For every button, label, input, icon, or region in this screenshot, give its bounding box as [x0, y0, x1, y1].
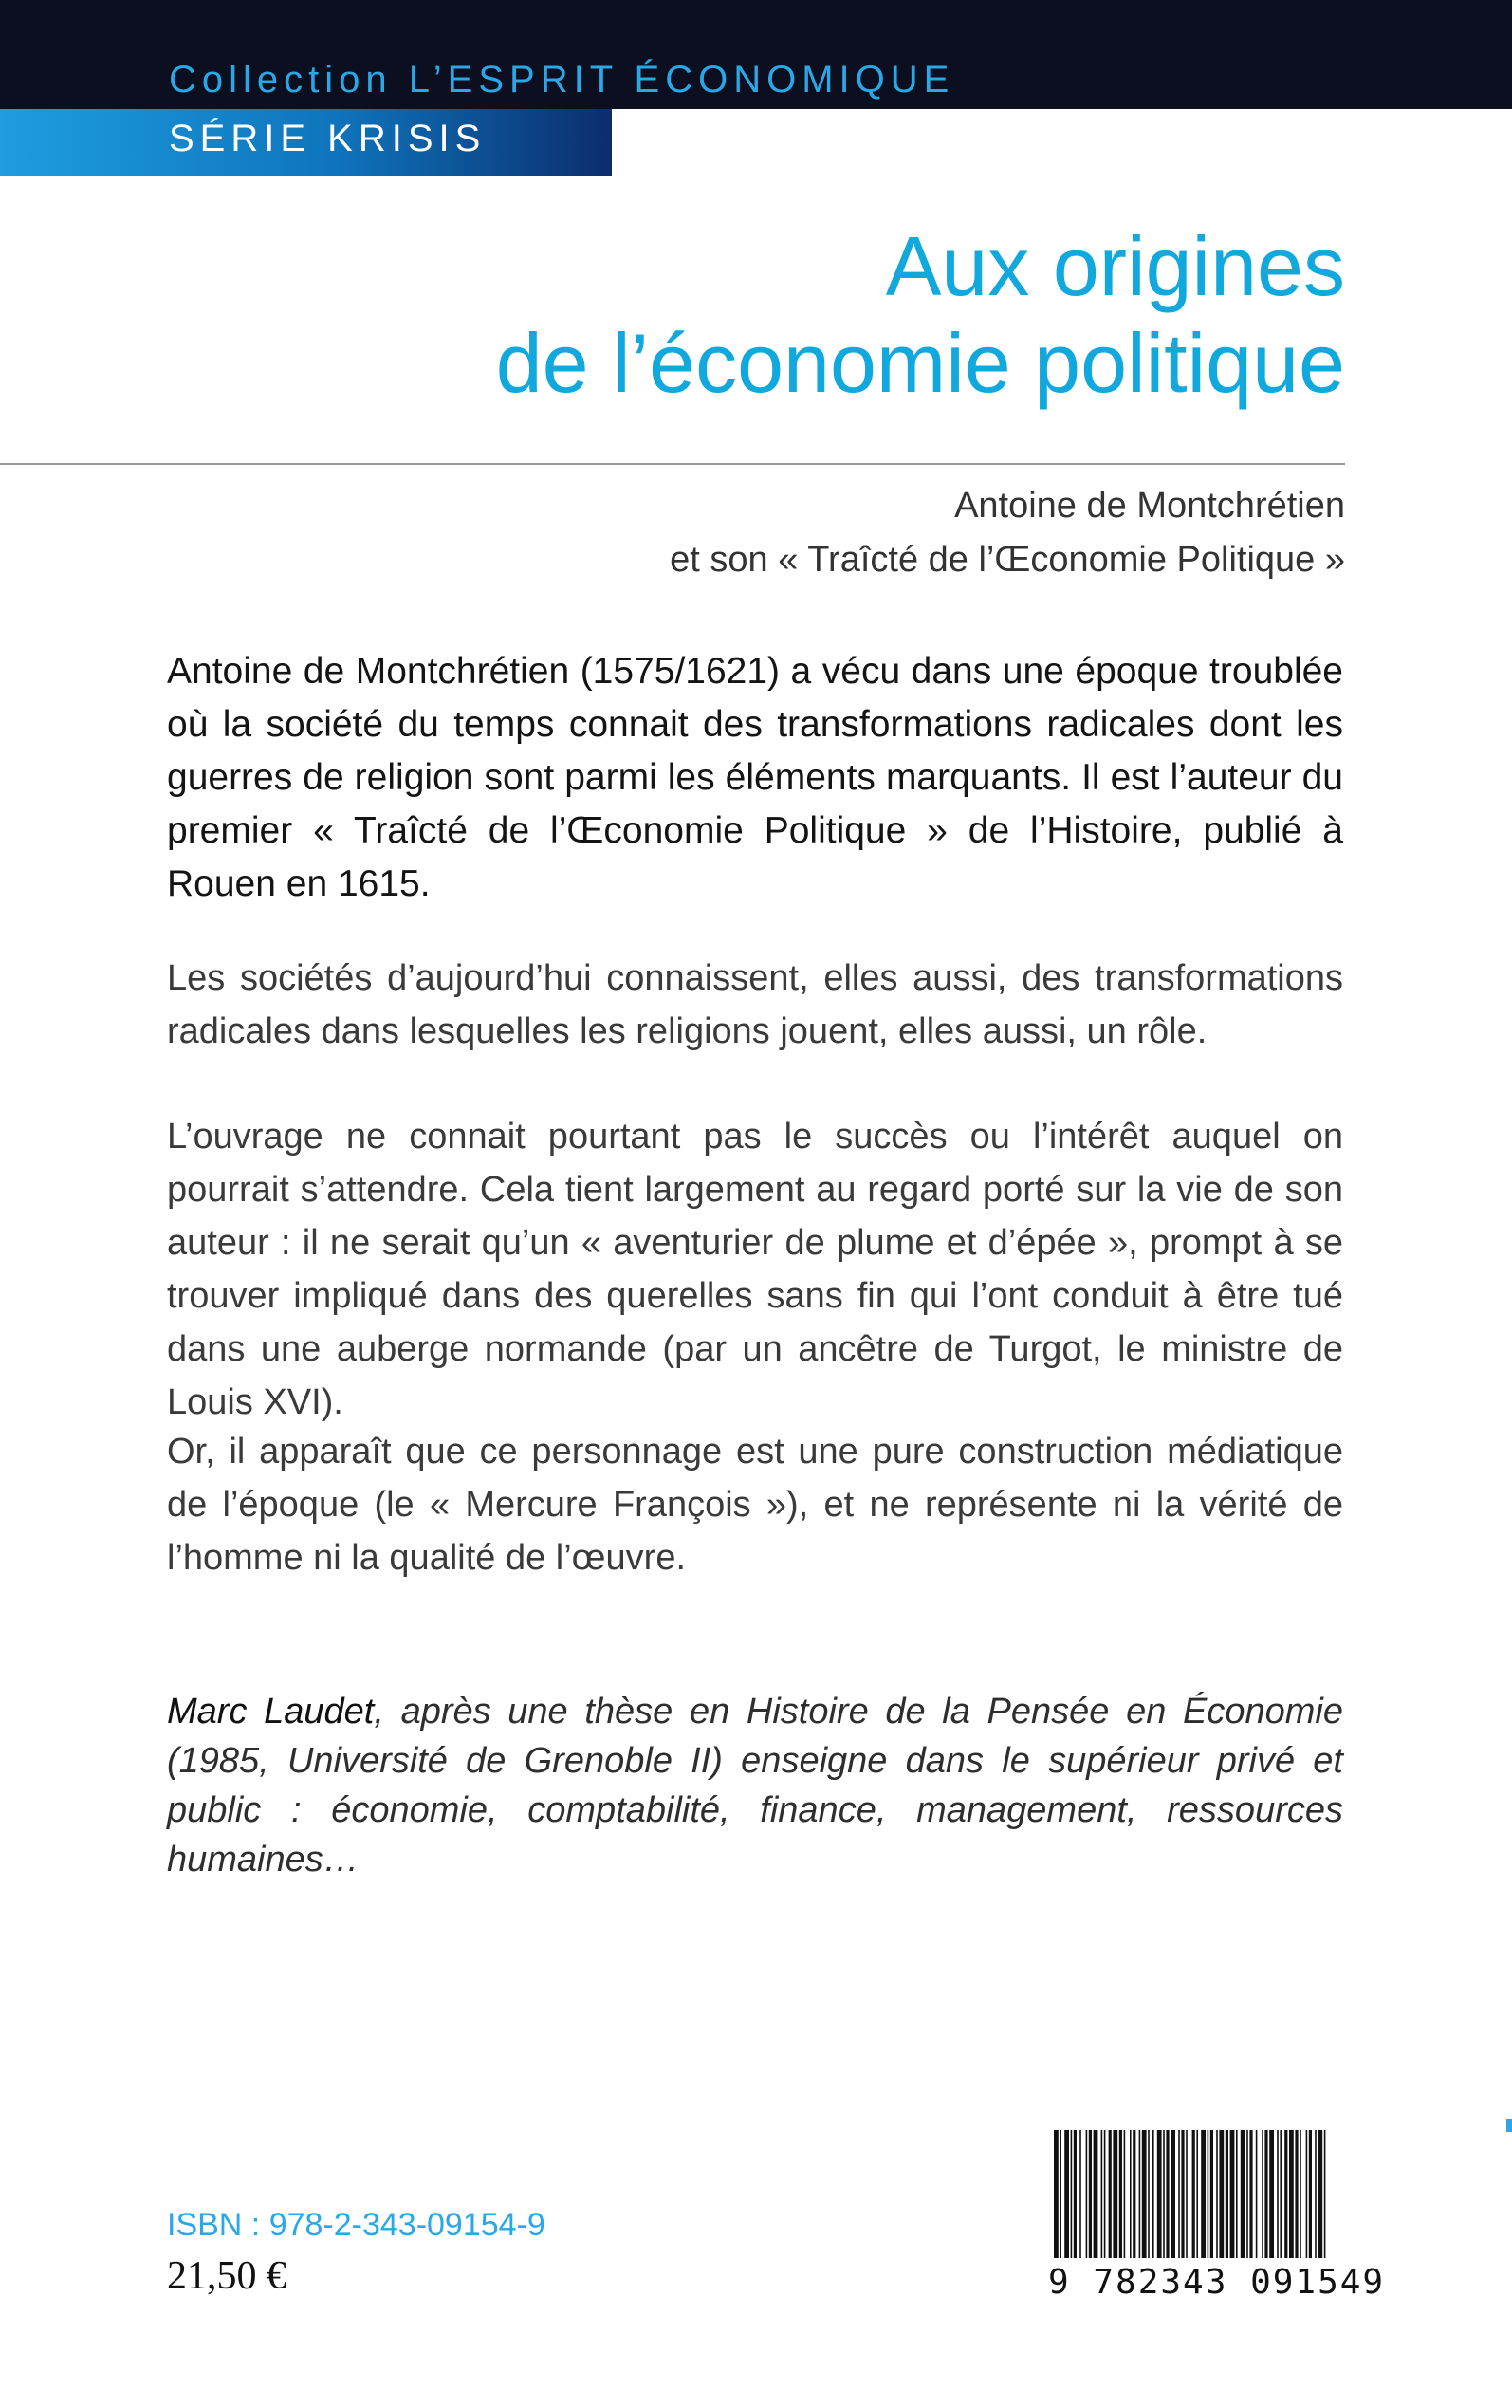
isbn-label: ISBN : 978-2-343-09154-9: [167, 2207, 545, 2243]
barcode-bar: [1269, 2130, 1274, 2258]
barcode-bar: [1104, 2130, 1106, 2258]
barcode-bar: [1284, 2130, 1287, 2258]
barcode-bar: [1086, 2130, 1088, 2258]
barcode-bar: [1054, 2130, 1059, 2258]
barcode-bar: [1210, 2130, 1213, 2258]
barcode-bar: [1152, 2130, 1154, 2258]
barcode-bar: [1246, 2130, 1248, 2258]
barcode-bars: [1048, 2130, 1333, 2263]
barcode-bar: [1166, 2130, 1169, 2258]
barcode-bar: [1101, 2130, 1103, 2258]
barcode-bar: [1192, 2130, 1195, 2258]
barcode-bar: [1124, 2130, 1126, 2258]
subtitle-line-2: et son « Traîcté de l’Œconomie Politique »: [670, 540, 1345, 580]
barcode-bar: [1309, 2130, 1312, 2258]
barcode-bar: [1201, 2130, 1206, 2258]
barcode-bar: [1289, 2130, 1294, 2258]
collection-label: Collection L’ESPRIT ÉCONOMIQUE: [169, 59, 955, 101]
barcode-bar: [1295, 2130, 1298, 2258]
barcode-bar: [1113, 2130, 1117, 2258]
barcode-bar: [1318, 2130, 1322, 2258]
barcode-bar: [1280, 2130, 1282, 2258]
subtitle: [159, 479, 1345, 587]
barcode-bar: [1264, 2130, 1267, 2258]
barcode-bar: [1315, 2130, 1317, 2258]
barcode-bar: [1157, 2130, 1162, 2258]
barcode-bar: [1306, 2130, 1308, 2258]
barcode-bar: [1208, 2130, 1209, 2258]
barcode-bar: [1064, 2130, 1069, 2258]
barcode-bar: [1163, 2130, 1165, 2258]
barcode-bar: [1277, 2130, 1279, 2258]
body-paragraph-3: L’ouvrage ne connait pourtant pas le succès ou l’intérêt auquel on pourrait s’attendre. Cela tient largement au regard porté sur la vie de son auteur : il ne serait qu’un « aventurier de plume et d’épée », prompt à se trouver impliqué dans des querelles sans fin qui l’ont conduit à être tué dans une auberge normande (par un ancêtre de Turgot, le ministre de Louis XVI).: [167, 1117, 1343, 1422]
subtitle-line-1: Antoine de Montchrétien: [954, 486, 1345, 526]
author-name: Marc Laudet: [167, 1692, 375, 1732]
barcode-bar: [1178, 2130, 1180, 2258]
barcode-bar: [1256, 2130, 1258, 2258]
barcode-bar: [1262, 2130, 1263, 2258]
barcode-bar: [1079, 2130, 1081, 2258]
barcode-bar: [1130, 2130, 1132, 2258]
barcode-bar: [1109, 2130, 1112, 2258]
barcode-bar: [1133, 2130, 1135, 2258]
edge-mark: [1506, 2119, 1512, 2132]
price-label: 21,50 €: [167, 2254, 286, 2298]
body-paragraph-4: Or, il apparaît que ce personnage est une pure construction médiatique de l’époque (le « Mercure François »), et ne représente ni la vérité de l’homme ni la qualité de l’œuvre.: [167, 1432, 1343, 1578]
barcode-bar: [1219, 2130, 1224, 2258]
author-bio: [167, 1687, 1343, 1884]
barcode-bar: [1216, 2130, 1218, 2258]
barcode-bar: [1119, 2130, 1122, 2258]
barcode: [1048, 2130, 1386, 2306]
lead-paragraph: Antoine de Montchrétien (1575/1621) a vécu dans une époque troublée où la société du temps connait des transformations radicales dont les guerres de religion sont parmi les éléments marquants. Il est l’auteur du premier « Traîcté de l’Œconomie Politique » de l’Histoire, publié à Rouen en 1615.: [167, 651, 1343, 904]
barcode-bar: [1089, 2130, 1092, 2258]
barcode-digits: 9 782343 091549: [1048, 2263, 1386, 2302]
barcode-bar: [1148, 2130, 1150, 2258]
barcode-bar: [1241, 2130, 1245, 2258]
barcode-bar: [1236, 2130, 1238, 2258]
series-label: SÉRIE KRISIS: [169, 118, 487, 159]
barcode-bar: [1300, 2130, 1301, 2258]
barcode-bar: [1171, 2130, 1175, 2258]
barcode-bar: [1249, 2130, 1252, 2258]
barcode-bar: [1186, 2130, 1188, 2258]
barcode-bar: [1094, 2130, 1098, 2258]
barcode-bar: [1181, 2130, 1184, 2258]
book-title-line-1: Aux origines: [885, 219, 1345, 313]
body-paragraph-2: Les sociétés d’aujourd’hui connaissent, elles aussi, des transformations radicales dans lesquelles les religions jouent, elles aussi, un rôle.: [167, 958, 1343, 1051]
barcode-bar: [1226, 2130, 1228, 2258]
author-bio-text: , après une thèse en Histoire de la Pensée en Économie (1985, Université de Grenoble II) enseigne dans le supérieur privé et public : économie, comptabilité, finance, management, ressources humaines…: [167, 1692, 1344, 1880]
book-title: [159, 218, 1345, 412]
barcode-bar: [1060, 2130, 1061, 2258]
book-title-line-2: de l’économie politique: [495, 316, 1345, 410]
barcode-bar: [1324, 2130, 1326, 2258]
barcode-bar: [1196, 2130, 1198, 2258]
barcode-bar: [1139, 2130, 1141, 2258]
barcode-bar: [1230, 2130, 1235, 2258]
barcode-bar: [1071, 2130, 1073, 2258]
barcode-bar: [1142, 2130, 1147, 2258]
title-divider: [0, 463, 1345, 465]
barcode-bar: [1074, 2130, 1077, 2258]
